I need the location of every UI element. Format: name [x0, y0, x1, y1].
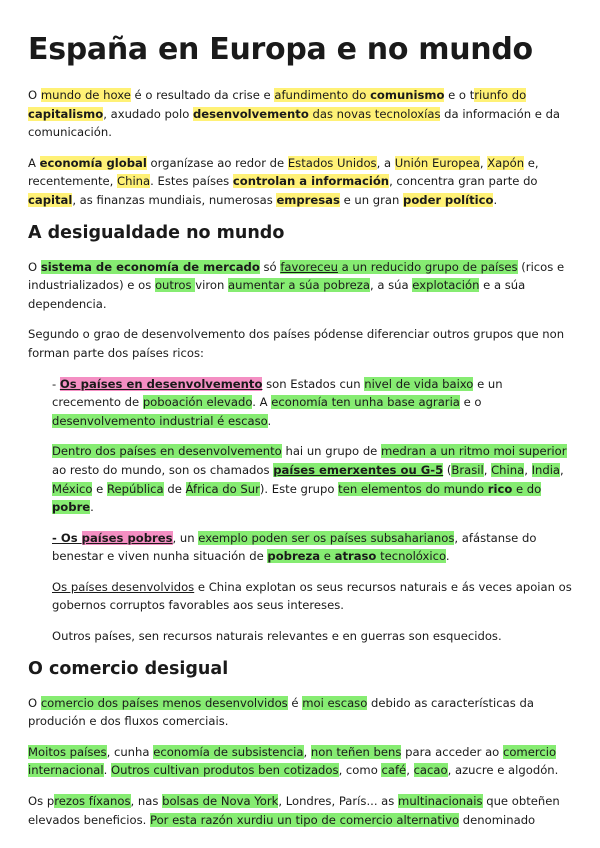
text-run: . [103, 763, 112, 778]
text-run: organízase ao redor de [146, 155, 288, 170]
highlighted-text: ten elementos do mundo [338, 481, 488, 496]
highlighted-text: Os países en desenvolvemento [59, 376, 263, 391]
highlighted-text: rezos fíxanos [54, 794, 131, 809]
highlighted-text: café [381, 763, 407, 778]
highlighted-text: riunfo do [474, 88, 527, 102]
text-run: e, recentemente, [28, 155, 539, 189]
text-run: , [406, 763, 414, 778]
text-run: . Estes países [150, 174, 233, 189]
trade-paragraph-2 [28, 743, 572, 780]
highlighted-text: empresas [276, 192, 340, 207]
text-run: . [267, 413, 272, 428]
highlighted-text: Estados Unidos [287, 155, 377, 170]
highlighted-text: rico [487, 481, 513, 496]
text-run: , a [376, 155, 395, 170]
highlighted-text: bolsas de Nova York [162, 794, 279, 809]
highlighted-text: pobre [52, 500, 91, 515]
text-run: para acceder ao [401, 744, 503, 759]
highlighted-text: capitalismo [28, 106, 104, 121]
highlighted-text: non teñen bens [310, 744, 402, 759]
text-run: só [259, 259, 281, 274]
highlighted-text: atraso [334, 549, 377, 564]
section-heading-unequal-trade: O comercio desigual [28, 658, 229, 679]
text-run: debido as características da produción e dos fluxos comerciais. [28, 695, 534, 729]
highlighted-text: outros [154, 278, 196, 293]
intro-paragraph-2 [28, 154, 572, 210]
forgotten-countries-paragraph [28, 627, 572, 646]
text-run: e China explotan os seus recursos naturais e ás veces apoian os gobernos corruptos favorables aos seus intereses. [52, 579, 572, 613]
text-run: - [52, 376, 60, 391]
text-run: , [560, 462, 564, 477]
highlighted-text: favoreceu [280, 259, 338, 274]
text-run: e [92, 481, 107, 496]
highlighted-text: República [107, 481, 164, 496]
highlighted-text: Outros cultivan produtos ben cotizados [111, 763, 339, 778]
text-run: (ricos e industrializados) e os [28, 259, 565, 293]
highlighted-text: multinacionais [398, 794, 483, 809]
highlighted-text: Brasil [451, 462, 484, 477]
text-run: denominado [459, 812, 536, 827]
text-run: , un [172, 530, 199, 545]
highlighted-text: Por esta razón xurdiu un tipo de comercio alternativo [150, 812, 460, 827]
poor-countries-paragraph [28, 529, 572, 566]
text-run: e a súa dependencia. [28, 278, 526, 311]
text-run: , [524, 462, 532, 477]
text-run: . [445, 549, 450, 564]
highlighted-text: economía de subsistencia [153, 744, 304, 759]
text-run: , Londres, París... as [278, 794, 399, 809]
text-run: é o resultado da crise e [130, 88, 275, 102]
highlighted-text: sistema de economía de mercado [40, 259, 260, 274]
text-run: ). Este grupo [259, 481, 339, 496]
highlighted-text: tecnolóxico [376, 549, 446, 564]
text-run: e un crecemento de [52, 376, 503, 410]
highlighted-text: Xapón [487, 155, 525, 170]
text-run: que obteñen elevados beneficios. [28, 794, 560, 827]
emerging-countries-paragraph [28, 442, 572, 516]
highlighted-text: e do [512, 481, 542, 496]
highlighted-text: África do Sur [185, 481, 260, 496]
highlighted-text: países pobres [81, 530, 173, 545]
highlighted-text: desenvolvemento industrial é escaso [52, 413, 268, 428]
text-run: e un gran [339, 192, 404, 207]
section-heading-inequality: A desigualdade no mundo [28, 222, 285, 243]
text-run: hai un grupo de [281, 444, 381, 459]
document-title: España en Europa e no mundo [28, 32, 533, 67]
highlighted-text: Unión Europea [394, 155, 480, 170]
highlighted-text: economía ten unha base agraria [271, 395, 460, 410]
text-run: Segundo o grao de desenvolvemento dos países pódense diferenciar outros grupos que non forman parte dos países ricos: [28, 327, 565, 360]
highlighted-text: político [444, 192, 494, 207]
trade-paragraph-1 [28, 694, 572, 731]
highlighted-text: poder [403, 192, 442, 207]
text-run: . A [252, 395, 272, 410]
highlighted-text: - Os [52, 530, 82, 545]
highlighted-text: comunismo [370, 88, 445, 102]
intro-paragraph-1 [28, 86, 572, 142]
text-run: , [483, 462, 492, 477]
text-run: , afástanse do benestar e viven nunha situación de [52, 530, 537, 564]
highlighted-text: boación elevado [157, 395, 253, 410]
text-run: ao resto do mundo, son os chamados [52, 462, 274, 477]
highlighted-text: India [531, 462, 561, 477]
text-run: O [28, 259, 41, 274]
highlighted-text: pobreza [267, 549, 321, 564]
highlighted-text: desenvolvemento [192, 106, 309, 121]
highlighted-text: China [491, 462, 525, 477]
highlighted-text: capital [28, 192, 73, 207]
highlighted-text: controlan a información [232, 174, 390, 189]
text-run: . [493, 192, 498, 207]
highlighted-text: afundimento do [274, 88, 371, 102]
highlighted-text: explotación [412, 278, 480, 293]
text-run: Outros países, sen recursos naturais relevantes e en guerras son esquecidos. [52, 629, 502, 644]
highlighted-text: das novas tecnoloxías [308, 106, 441, 121]
highlighted-text: moi escaso [302, 695, 368, 710]
text-run: O [28, 88, 41, 102]
text-run: Os p [28, 794, 55, 809]
highlighted-text: medran a un ritmo moi superior [381, 444, 567, 459]
text-run: e o [459, 395, 482, 410]
text-run: da información e da comunicación. [28, 106, 561, 140]
highlighted-text: e [320, 549, 335, 564]
text-run: O [28, 695, 41, 710]
text-run: , concentra gran parte do [389, 174, 538, 189]
highlighted-text: comercio dos países menos desenvolvidos [40, 695, 288, 710]
highlighted-text: China [117, 174, 151, 189]
highlighted-text: economía global [39, 155, 147, 170]
text-run: , axudado polo [103, 106, 193, 121]
text-run: , as finanzas mundiais, numerosas [72, 192, 277, 207]
developing-countries-paragraph [28, 375, 572, 431]
text-run: e o t [444, 88, 475, 102]
highlighted-text: nivel de vida baixo [364, 376, 474, 391]
inequality-paragraph-2 [28, 325, 572, 362]
highlighted-text: Os países desenvolvidos [52, 579, 195, 594]
developed-countries-paragraph [28, 578, 572, 615]
text-run: , [479, 155, 488, 170]
inequality-paragraph-1 [28, 258, 572, 314]
text-run: é [287, 695, 303, 710]
highlighted-text: po [142, 395, 158, 410]
highlighted-text: países emerxentes ou G-5 [273, 462, 444, 477]
highlighted-text: comercio internacional [28, 744, 557, 778]
text-run: viron [195, 278, 228, 293]
text-run: A [28, 155, 40, 170]
highlighted-text: exemplo poden ser os países subsaharianos [198, 530, 455, 545]
text-run: son Estados cun [262, 376, 365, 391]
text-run: , nas [130, 794, 163, 809]
text-run: , a súa [369, 278, 413, 293]
highlighted-text: a un reducido grupo de países [337, 259, 518, 274]
text-run: , [303, 744, 311, 759]
text-run: . [90, 500, 94, 515]
text-run: , cunha [106, 744, 154, 759]
highlighted-text: mundo de hoxe [40, 88, 131, 102]
trade-paragraph-3 [28, 792, 572, 829]
highlighted-text: aumentar a súa pobreza [228, 278, 370, 293]
text-run: , azucre e algodón. [447, 763, 559, 778]
highlighted-text: cacao [413, 763, 448, 778]
text-run: , como [338, 763, 382, 778]
text-run: ( [443, 462, 452, 477]
highlighted-text: Dentro dos países en desenvolvemento [52, 444, 282, 459]
text-run: de [163, 481, 186, 496]
highlighted-text: Moitos países [28, 744, 107, 759]
highlighted-text: México [52, 481, 93, 496]
